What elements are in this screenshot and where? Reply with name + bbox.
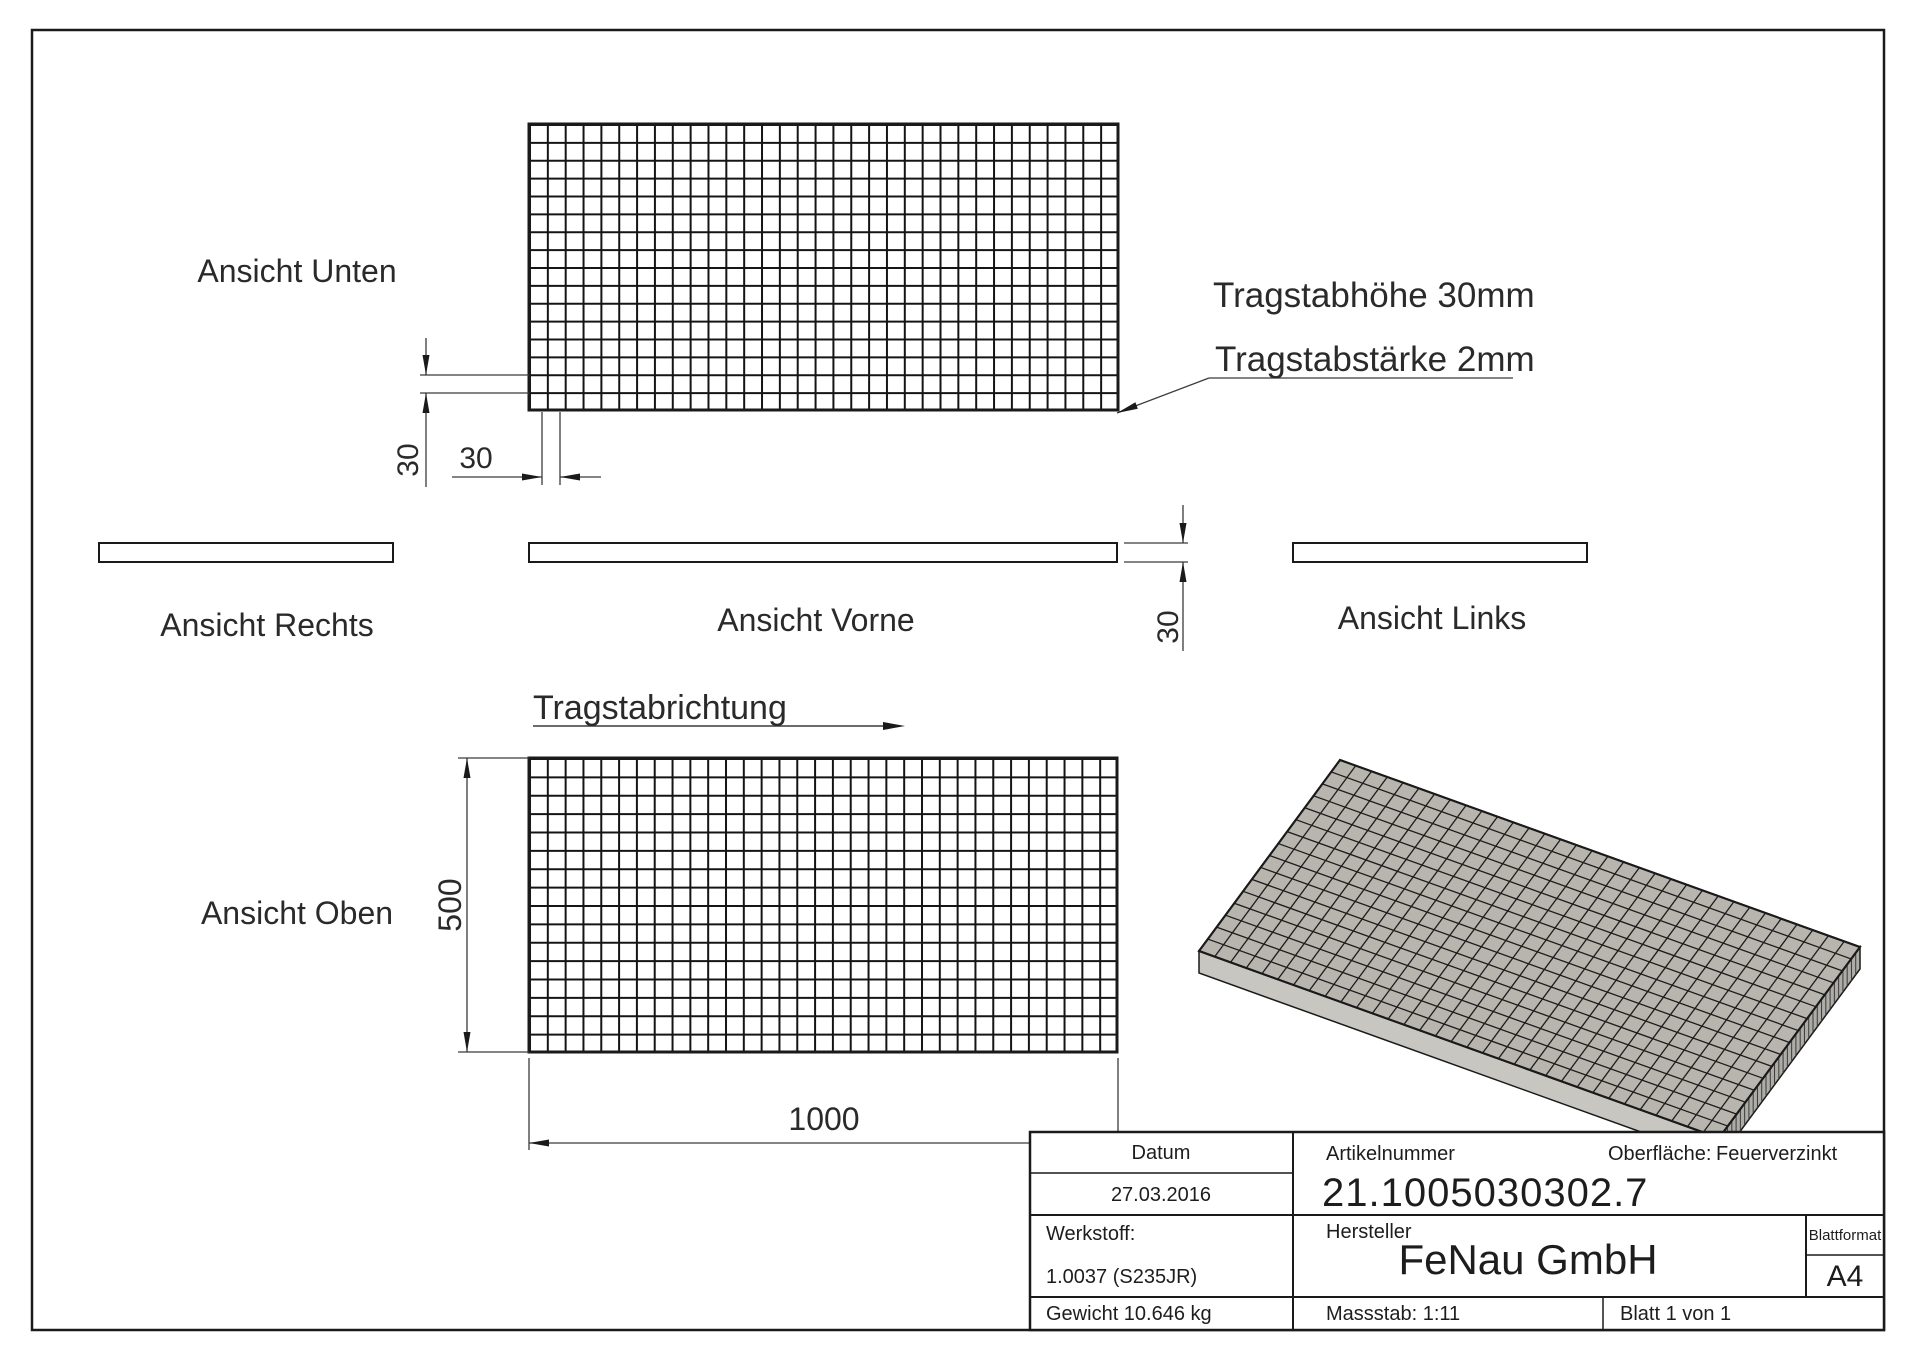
dimension-arrow-icon <box>560 474 580 481</box>
view-unten-grating <box>529 124 1118 410</box>
view-oben-grating <box>529 758 1117 1052</box>
tragstabrichtung-arrow-icon <box>883 722 905 730</box>
annotation-tragstabhoehe: Tragstabhöhe 30mm <box>1213 276 1535 315</box>
massstab-value: Massstab: 1:11 <box>1326 1303 1461 1325</box>
iso-view <box>1199 760 1860 1160</box>
dim-depth-500 <box>458 758 529 1052</box>
dimension-arrow-icon <box>423 393 430 413</box>
hersteller-value: FeNau GmbH <box>1398 1236 1658 1283</box>
leader-arrow-icon <box>1117 402 1138 413</box>
blattformat-label: Blattformat <box>1808 1227 1882 1244</box>
dimension-arrow-icon <box>1180 562 1187 582</box>
view-label-oben: Ansicht Oben <box>200 895 394 931</box>
dimension-arrow-icon <box>529 1140 549 1147</box>
datum-label: Datum <box>1131 1142 1191 1164</box>
blattformat-value: A4 <box>1826 1260 1864 1293</box>
view-links-bar <box>1293 543 1587 562</box>
dimension-arrow-icon <box>522 474 542 481</box>
dim-value-bar-height: 30 <box>1152 610 1185 644</box>
view-rechts-bar <box>99 543 393 562</box>
dim-value-width: 1000 <box>788 1101 860 1137</box>
view-vorne-bar <box>529 543 1117 562</box>
view-label-rechts: Ansicht Rechts <box>160 607 374 643</box>
oberflaeche-value: Feuerverzinkt <box>1716 1143 1838 1165</box>
werkstoff-value: 1.0037 (S235JR) <box>1046 1266 1198 1288</box>
annotation-tragstabstaerke: Tragstabstärke 2mm <box>1215 340 1535 379</box>
dim-value-mesh-y: 30 <box>392 443 425 477</box>
werkstoff-label: Werkstoff: <box>1046 1223 1136 1245</box>
hersteller-label: Hersteller <box>1326 1221 1412 1243</box>
dim-value-mesh-x: 30 <box>459 442 493 475</box>
dim-value-depth: 500 <box>432 878 468 932</box>
leader-tragstabstaerke <box>1117 378 1513 413</box>
dimension-arrow-icon <box>1180 523 1187 543</box>
artikelnummer-value: 21.1005030302.7 <box>1322 1171 1649 1215</box>
datum-value: 27.03.2016 <box>1110 1184 1212 1206</box>
view-label-unten: Ansicht Unten <box>197 253 397 289</box>
dimension-arrow-icon <box>464 1032 471 1052</box>
view-label-links: Ansicht Links <box>1337 600 1527 636</box>
annotation-tragstabrichtung: Tragstabrichtung <box>533 689 787 727</box>
view-label-vorne: Ansicht Vorne <box>717 602 915 638</box>
dimension-arrow-icon <box>423 355 430 375</box>
artikelnummer-label: Artikelnummer <box>1326 1143 1455 1165</box>
dimension-arrow-icon <box>464 758 471 778</box>
blatt-value: Blatt 1 von 1 <box>1620 1303 1732 1325</box>
oberflaeche-label: Oberfläche: <box>1608 1143 1712 1165</box>
gewicht-value: Gewicht 10.646 kg <box>1046 1303 1212 1325</box>
